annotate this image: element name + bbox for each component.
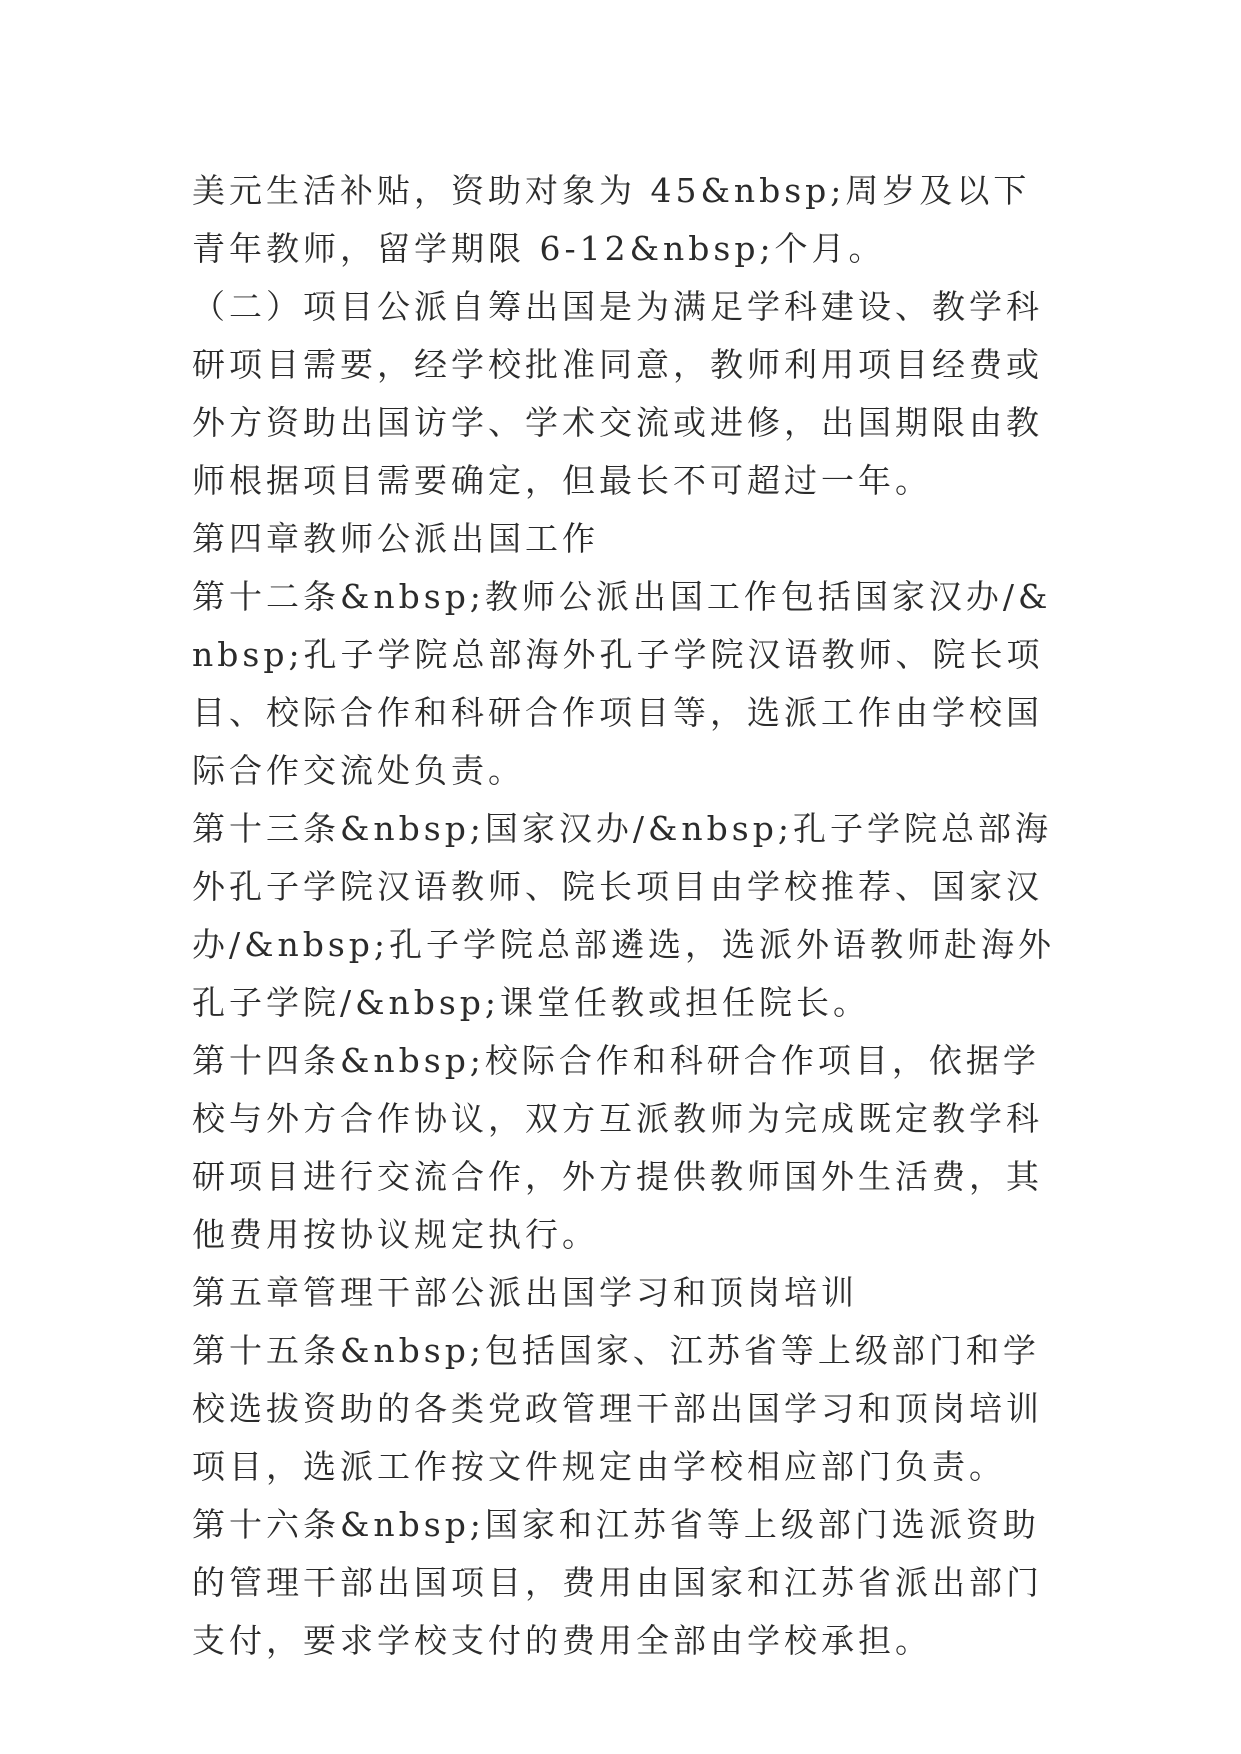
article-16: 第十六条&nbsp;国家和江苏省等上级部门选派资助的管理干部出国项目，费用由国家和江苏省派出部门支付，要求学校支付的费用全部由学校承担。	[192, 1505, 1043, 1660]
paragraph-self-funded-project: （二）项目公派自筹出国是为满足学科建设、教学科研项目需要，经学校批准同意，教师利用项目经费或外方资助出国访学、学术交流或进修，出国期限由教师根据项目需要确定，但最长不可超过一年。	[192, 287, 1043, 500]
article-15: 第十五条&nbsp;包括国家、江苏省等上级部门和学校选拔资助的各类党政管理干部出国学习和顶岗培训项目，选派工作按文件规定由学校相应部门负责。	[192, 1331, 1043, 1486]
paragraph-subsidy: 美元生活补贴，资助对象为 45&nbsp;周岁及以下青年教师，留学期限 6-12&nbsp;个月。	[192, 171, 1031, 268]
document-body	[192, 162, 1062, 1670]
chapter-5-heading: 第五章管理干部公派出国学习和顶岗培训	[192, 1273, 858, 1312]
article-14: 第十四条&nbsp;校际合作和科研合作项目，依据学校与外方合作协议，双方互派教师为完成既定教学科研项目进行交流合作，外方提供教师国外生活费，其他费用按协议规定执行。	[192, 1041, 1043, 1254]
chapter-4-heading: 第四章教师公派出国工作	[192, 519, 599, 558]
article-12: 第十二条&nbsp;教师公派出国工作包括国家汉办/&nbsp;孔子学院总部海外孔子学院汉语教师、院长项目、校际合作和科研合作项目等，选派工作由学校国际合作交流处负责。	[192, 577, 1052, 790]
article-13: 第十三条&nbsp;国家汉办/&nbsp;孔子学院总部海外孔子学院汉语教师、院长项目由学校推荐、国家汉办/&nbsp;孔子学院总部遴选，选派外语教师赴海外孔子学院/&nbsp;课堂任教或担任院长。	[192, 809, 1056, 1022]
